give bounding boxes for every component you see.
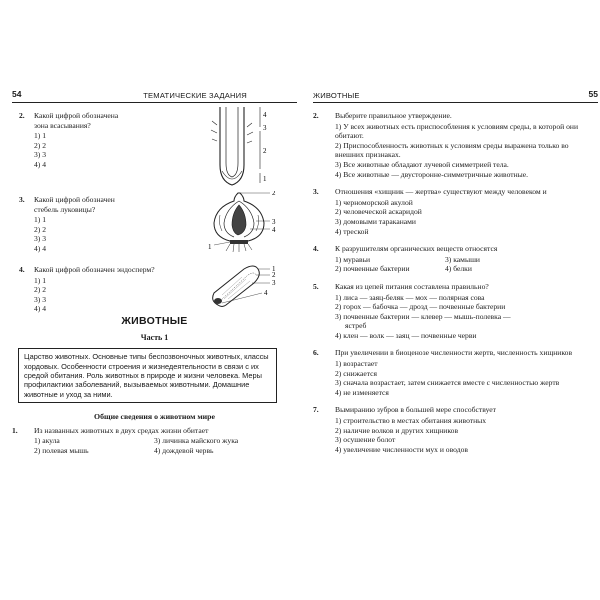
- option: 2) полевая мышь: [34, 446, 89, 455]
- figure-label: 2: [263, 147, 267, 155]
- running-header: ТЕМАТИЧЕСКИЕ ЗАДАНИЯ: [143, 90, 247, 100]
- option: 4) белки: [445, 264, 472, 274]
- option: 4) не изменяется: [335, 387, 389, 397]
- figure-label: 3: [263, 124, 267, 132]
- question-number: 3.: [19, 195, 25, 204]
- question-text: Отношения «хищник — жертва» существуют между человеком и: [335, 187, 547, 197]
- question-2-root: [12, 111, 297, 187]
- seed-figure: [208, 263, 282, 309]
- question-text: К разрушителям органических веществ относятся: [335, 244, 498, 254]
- option: 4) 4: [34, 304, 47, 314]
- onion-bulb-figure: [200, 191, 282, 253]
- root-tip-figure: [208, 105, 278, 187]
- option: 4) клен — волк — заяц — почвенные черви: [335, 330, 477, 340]
- option: 3) почвенные бактерии — клевер — мышь-полевка —: [335, 311, 511, 321]
- option: 1) акула: [34, 436, 60, 446]
- option: 4) дождевой червь: [154, 446, 214, 455]
- option: 1) лиса — заяц-беляк — мох — полярная сова: [335, 292, 485, 302]
- answer-options: [34, 436, 297, 455]
- question-6-predators: [313, 348, 598, 397]
- running-header: ЖИВОТНЫЕ: [313, 90, 360, 100]
- topic-info-box: Царство животных. Основные типы беспозвоночных животных, классы хордовых. Особенности строения и жизнедеятельности в связи с их средой обитания. Роль животных в природе и жизни человека. Меры профилактики заболеваний, вызываемых животными. Домашние животные и уход за ними.: [18, 348, 277, 403]
- answer-options: [335, 359, 598, 397]
- figure-label: 3: [272, 279, 276, 287]
- right-page: [313, 90, 598, 454]
- option: 1) строительство в местах обитания животных: [335, 416, 487, 426]
- question-number: 2.: [313, 111, 319, 120]
- question-text: Какая из цепей питания составлена правильно?: [335, 281, 489, 291]
- question-text: Какой цифрой обозначен эндосперм?: [34, 265, 155, 274]
- option: 1) 1: [34, 215, 47, 225]
- option: 3) 3: [34, 234, 47, 244]
- option: 1) У всех животных есть приспособления к условиям среды, в которой они обитают.: [335, 121, 579, 141]
- left-page: [12, 90, 297, 456]
- question-text: Из названных животных в двух средах жизни обитает: [34, 425, 209, 435]
- figure-label: 1: [272, 265, 276, 273]
- option: 2) человеческой аскаридой: [335, 207, 422, 217]
- option: 4) 4: [34, 243, 47, 253]
- option: 1) черноморской акулой: [335, 197, 413, 207]
- question-4-decomposers: [313, 244, 598, 274]
- section-title: ЖИВОТНЫЕ: [121, 315, 188, 327]
- question-5-food-chain: [313, 282, 598, 341]
- option: 4) треской: [335, 226, 369, 236]
- question-2-statement: [313, 111, 598, 179]
- option: 2) 2: [34, 140, 47, 150]
- option: 2) горох — бабочка — дрозд — почвенные бактерии: [335, 302, 506, 312]
- option: 2) наличие волков и других хищников: [335, 425, 459, 435]
- left-page-header: [12, 90, 297, 103]
- question-1-animals: [12, 426, 297, 456]
- option: 3) осушение болот: [335, 435, 396, 445]
- question-3-bulb: [12, 191, 297, 257]
- question-number: 2.: [19, 111, 25, 120]
- option: 2) снижается: [335, 368, 377, 378]
- question-7-bison: [313, 405, 598, 454]
- figure-label: 3: [272, 218, 276, 226]
- option-continued: ястреб: [345, 321, 367, 331]
- figure-label: 2: [272, 191, 276, 197]
- question-text: При увеличении в биоценозе численности жертв, численность хищников: [335, 348, 573, 358]
- option: 2) 2: [34, 285, 47, 295]
- page-number: 55: [588, 89, 598, 99]
- option: 2) почвенные бактерии: [335, 264, 410, 274]
- option: 3) личинка майского жука: [154, 436, 239, 446]
- page-number: 54: [12, 89, 22, 99]
- answer-options: [335, 122, 598, 180]
- answer-options: [335, 198, 598, 236]
- question-number: 4.: [313, 244, 319, 254]
- subsection-heading: Общие сведения о животном мире: [94, 412, 215, 422]
- option: 2) 2: [34, 224, 47, 234]
- answer-options: [335, 416, 598, 454]
- option: 4) Все животные — двусторонне-симметричные животные.: [335, 169, 529, 179]
- figure-label: 4: [263, 111, 267, 119]
- option: 3) 3: [34, 150, 47, 160]
- option: 3) 3: [34, 294, 47, 304]
- question-number: 7.: [313, 405, 319, 415]
- option: 4) увеличение численности мух и оводов: [335, 444, 468, 454]
- option: 4) 4: [34, 159, 47, 169]
- answer-options: [335, 255, 598, 274]
- question-number: 1.: [12, 425, 18, 435]
- option: 3) Все животные обладают лучевой симметрией тела.: [335, 159, 509, 169]
- question-number: 4.: [19, 265, 25, 274]
- option: 3) сначала возрастает, затем снижается вместе с численностью жертв: [335, 378, 560, 388]
- figure-label: 1: [263, 175, 267, 183]
- option: 3) камыши: [445, 254, 480, 264]
- figure-label: 2: [272, 271, 276, 279]
- question-number: 6.: [313, 348, 319, 358]
- option: 2) Приспособленность животных к условиям среды выражена только во внешних признаках.: [335, 140, 569, 160]
- option: 1) 1: [34, 275, 47, 285]
- right-page-header: [313, 90, 598, 103]
- question-number: 5.: [313, 281, 319, 291]
- question-4-seed: [12, 265, 297, 314]
- figure-label: 4: [272, 226, 276, 234]
- question-text: Вымиранию зубров в большей мере способствует: [335, 405, 496, 415]
- option: 1) возрастает: [335, 359, 378, 369]
- question-text: Какой цифрой обозначена зона всасывания?: [34, 111, 119, 130]
- option: 1) муравьи: [335, 254, 371, 264]
- option: 1) 1: [34, 131, 47, 141]
- part-title: Часть 1: [140, 332, 169, 342]
- question-3-predator-prey: [313, 187, 598, 236]
- figure-label: 4: [264, 289, 268, 297]
- question-number: 3.: [313, 187, 319, 197]
- question-text: Выберите правильное утверждение.: [335, 111, 452, 120]
- question-text: Какой цифрой обозначен стебель луковицы?: [34, 195, 115, 214]
- figure-label: 1: [208, 243, 212, 251]
- answer-options: [335, 293, 598, 341]
- option: 3) домовыми тараканами: [335, 216, 416, 226]
